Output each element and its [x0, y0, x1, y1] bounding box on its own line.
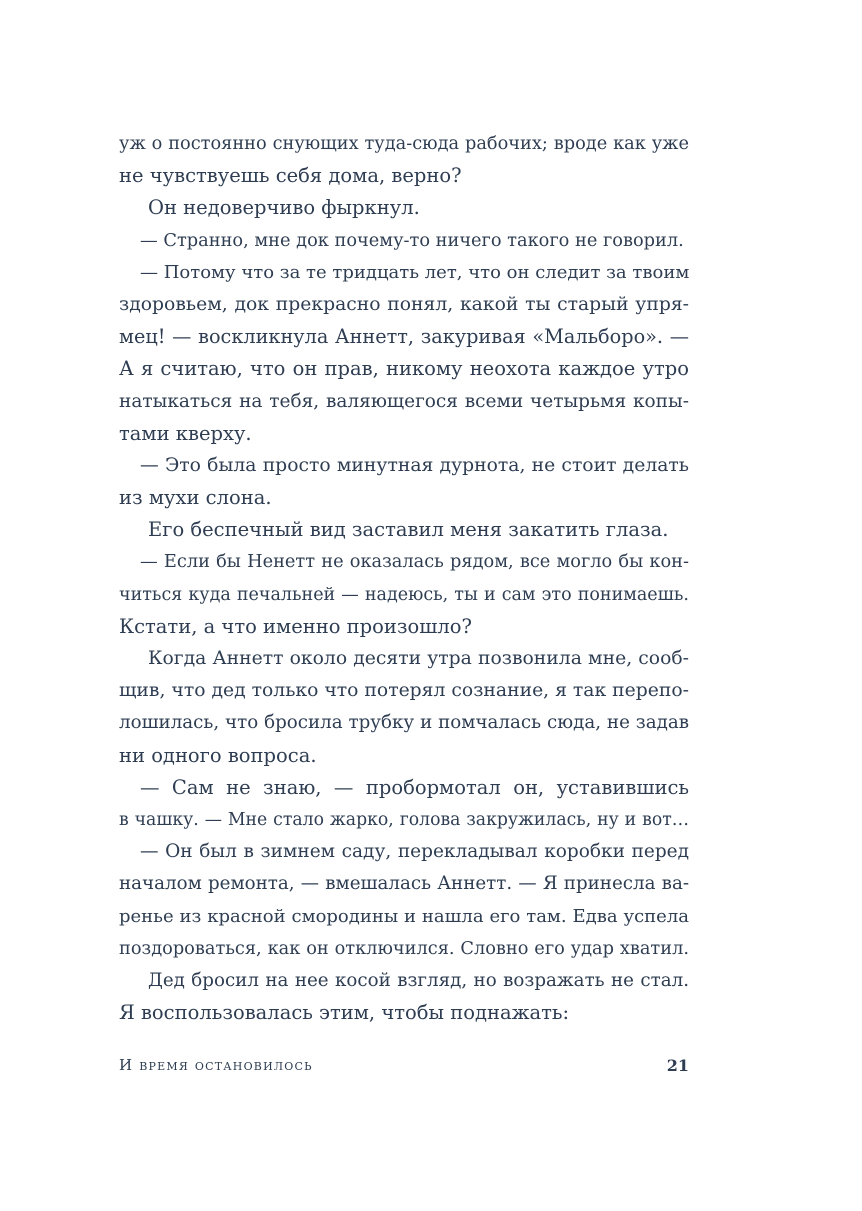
text-line: щив, что дед только что потерял сознание, я так перепо- [119, 680, 689, 702]
text-line: Кстати, а что именно произошло? [119, 614, 472, 638]
text-line: уж о постоянно снующих туда-сюда рабочих; вроде как уже [119, 134, 689, 154]
text-line: не чувствуешь себя дома, верно? [119, 164, 462, 188]
text-line: поздороваться, как он отключился. Словно его удар хватил. [119, 938, 689, 959]
text-line: мец! — воскликнула Аннетт, закуривая «Мальборо». — [119, 325, 689, 349]
text-line: — Сам не знаю, — пробормотал он, уставившись [140, 775, 689, 799]
text-line: лошилась, что бросила трубку и помчалась сюда, не задав [119, 712, 689, 734]
text-line: — Он был в зимнем саду, перекладывал коробки перед [140, 841, 689, 863]
text-line: началом ремонта, — вмешалась Аннетт. — Я принесла ва- [119, 873, 689, 895]
text-line: ни одного вопроса. [119, 743, 317, 767]
text-line: — Это была просто минутная дурнота, не стоит делать [140, 454, 689, 476]
text-line: — Потому что за те тридцать лет, что он следит за твоим [140, 261, 690, 283]
text-line: из мухи слона. [119, 486, 272, 510]
text-line: Я воспользовалась этим, чтобы поднажать: [119, 1001, 570, 1025]
body-text [119, 128, 689, 1029]
text-line: читься куда печальней — надеюсь, ты и сам это понимаешь. [119, 584, 689, 605]
text-line: Его беспечный вид заставил меня закатить глаза. [148, 518, 669, 542]
text-line: А я считаю, что он прав, никому неохота каждое утро [119, 357, 689, 381]
text-line: ренье из красной смородины и нашла его там. Едва успела [119, 905, 689, 927]
text-line: Когда Аннетт около десяти утра позвонила мне, сооб- [148, 648, 689, 669]
text-line: Дед бросил на нее косой взгляд, но возражать не стал. [148, 969, 689, 991]
text-line: — Странно, мне док почему-то ничего такого не говорил. [140, 230, 684, 251]
text-line: — Если бы Ненетт не оказалась рядом, все могло бы кон- [140, 552, 689, 573]
text-line: Он недоверчиво фыркнул. [148, 196, 420, 220]
text-line: здоровьем, док прекрасно понял, какой ты старый упря- [119, 293, 689, 315]
page-number: 21 [666, 1056, 689, 1075]
text-line: натыкаться на тебя, валяющегося всеми четырьмя копы- [119, 390, 689, 412]
running-title: И время остановилось [119, 1056, 313, 1074]
text-line: в чашку. — Мне стало жарко, голова закружилась, ну и вот… [119, 809, 689, 830]
page-footer [119, 1056, 689, 1080]
text-line: тами кверху. [119, 421, 252, 445]
